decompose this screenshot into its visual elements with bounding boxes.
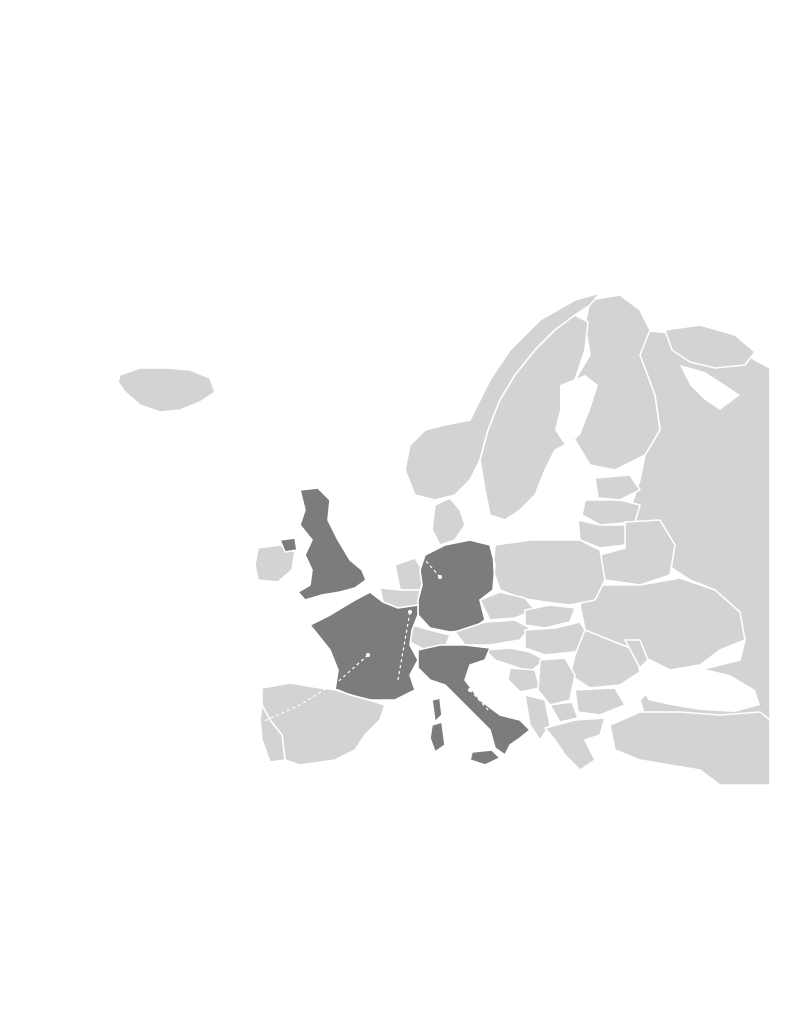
bulgaria (575, 688, 625, 715)
greece (545, 718, 605, 770)
city-marker-france (366, 653, 370, 657)
city-marker-germany (438, 575, 442, 579)
france (310, 592, 418, 700)
bosnia (508, 668, 540, 692)
city-marker-swiss (408, 610, 412, 614)
iceland (118, 368, 215, 412)
sicily (470, 750, 500, 765)
turkey (610, 712, 770, 785)
montenegro-albania (525, 695, 550, 740)
sardinia (430, 722, 445, 752)
denmark (432, 498, 465, 545)
serbia (538, 658, 575, 705)
estonia (595, 475, 640, 500)
north-macedonia (550, 702, 578, 722)
city-marker-italy (468, 688, 472, 692)
corsica (432, 698, 442, 722)
united-kingdom (298, 488, 366, 600)
germany (418, 540, 495, 632)
